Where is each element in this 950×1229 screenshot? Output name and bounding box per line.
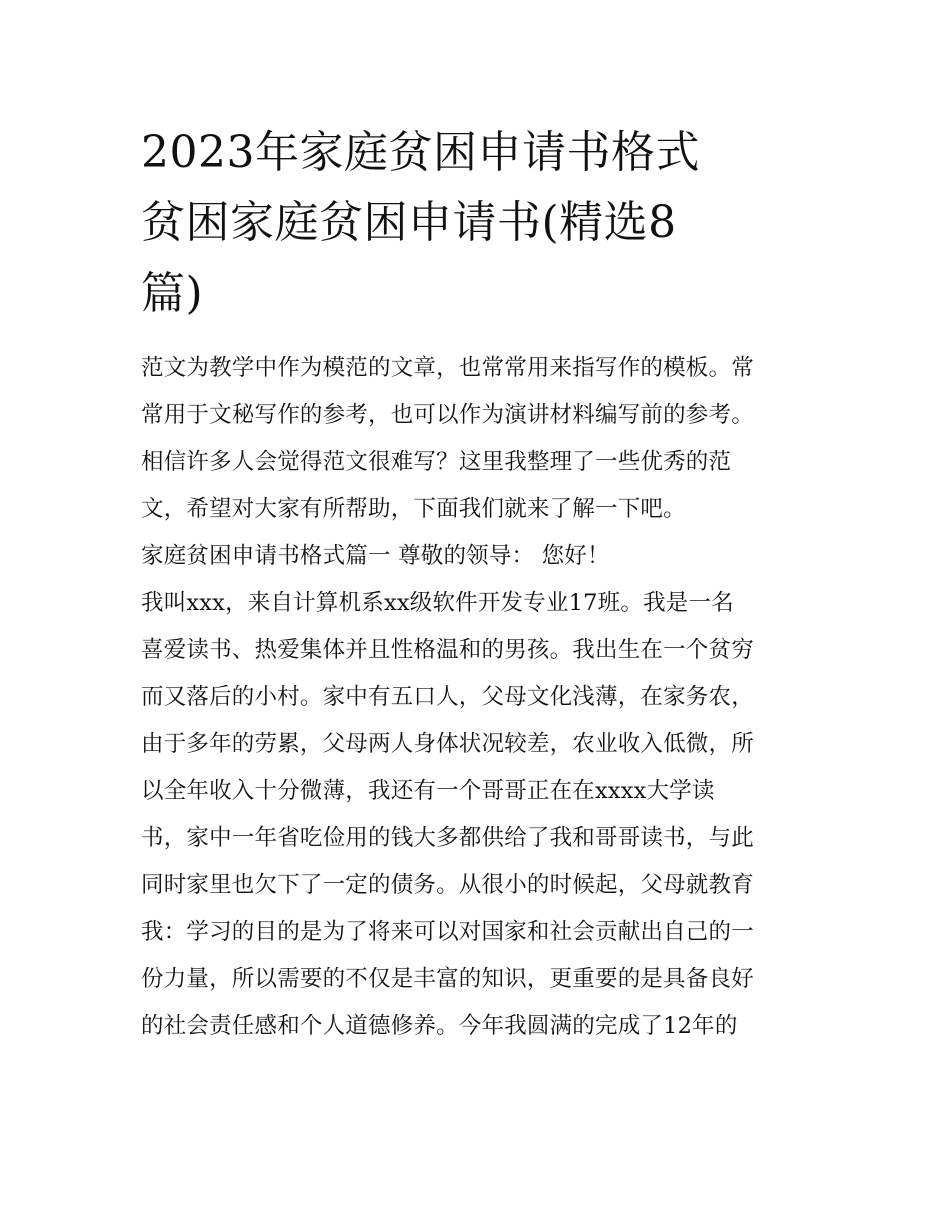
title-line: 贫困家庭贫困申请书(精选8	[141, 197, 677, 249]
document-body	[141, 345, 821, 1050]
section-heading-line: 家庭贫困申请书格式篇一 尊敬的领导： 您好！	[141, 543, 610, 570]
body-line: 常用于文秘写作的参考，也可以作为演讲材料编写前的参考。	[141, 402, 754, 429]
body-line: 我叫xxx，来自计算机系xx级软件开发专业17班。我是一名	[141, 590, 734, 617]
body-line: 书，家中一年省吃俭用的钱大多都供给了我和哥哥读书，与此	[141, 825, 754, 852]
body-line: 份力量，所以需要的不仅是丰富的知识，更重要的是具备良好	[141, 966, 754, 993]
body-line: 范文为教学中作为模范的文章，也常常用来指写作的模板。常	[141, 355, 754, 382]
body-line: 喜爱读书、热爱集体并且性格温和的男孩。我出生在一个贫穷	[141, 637, 754, 664]
title-line: 2023年家庭贫困申请书格式	[141, 127, 700, 178]
document-title	[141, 118, 821, 329]
title-line: 篇)	[141, 267, 204, 319]
body-line: 以全年收入十分微薄，我还有一个哥哥正在在xxxx大学读	[141, 778, 715, 805]
body-line: 相信许多人会觉得范文很难写？这里我整理了一些优秀的范	[141, 449, 732, 476]
body-line: 的社会责任感和个人道德修养。今年我圆满的完成了12年的	[141, 1013, 738, 1040]
body-line: 同时家里也欠下了一定的债务。从很小的时候起，父母就教育	[141, 872, 754, 899]
document-page	[141, 118, 821, 1050]
body-line: 我：学习的目的是为了将来可以对国家和社会贡献出自己的一	[141, 919, 754, 946]
body-line: 由于多年的劳累，父母两人身体状况较差，农业收入低微，所	[141, 731, 754, 758]
body-line: 文，希望对大家有所帮助，下面我们就来了解一下吧。	[141, 496, 686, 523]
body-line: 而又落后的小村。家中有五口人，父母文化浅薄，在家务农，	[141, 684, 754, 711]
